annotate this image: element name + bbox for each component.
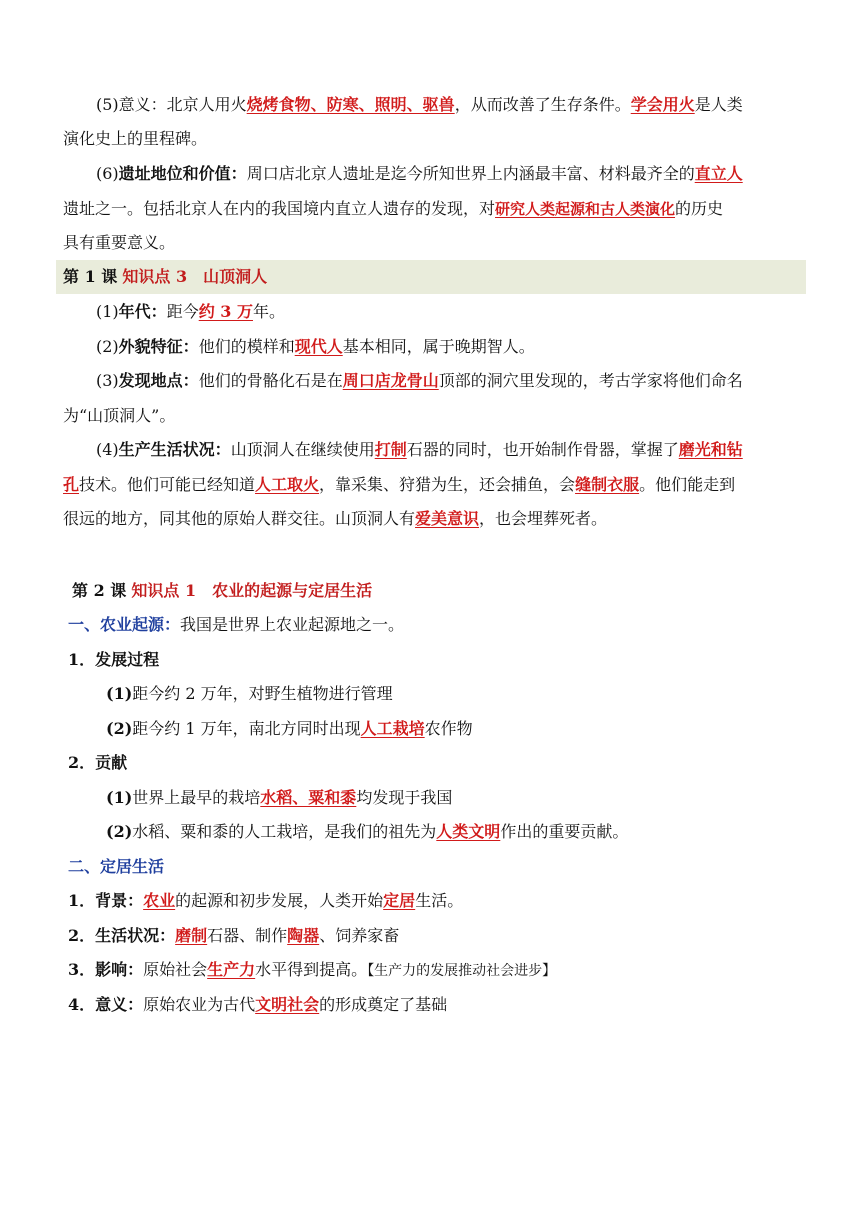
- text: 。他们能走到: [639, 475, 736, 494]
- item-number: (2): [96, 337, 119, 356]
- part-1-heading: [68, 614, 806, 636]
- item-label: 外貌特征：: [118, 337, 199, 356]
- section-item-3-line-1: [96, 370, 806, 392]
- item-number: (6): [96, 164, 119, 183]
- highlight: 定居: [383, 891, 416, 910]
- text: 的起源和初步发展，人类开始: [175, 891, 384, 910]
- highlight: 磨制: [175, 926, 208, 945]
- text: 我国是世界上农业起源地之一。: [180, 615, 405, 634]
- item-label: 4．意义：: [68, 995, 144, 1014]
- section-item-4-line-3: [63, 508, 806, 530]
- highlight: 水稻、粟和黍: [260, 788, 357, 807]
- highlight: 现代人: [294, 337, 343, 356]
- item-label: 3．影响：: [68, 960, 144, 979]
- text: 基本相同，属于晚期智人。: [342, 337, 535, 356]
- text: 周口店北京人遗址是迄今所知世界上内涵最丰富、材料最齐全的: [246, 164, 695, 183]
- highlight: 陶器: [287, 926, 320, 945]
- section-item-1: [96, 301, 806, 323]
- paragraph-5-line-2: [63, 128, 806, 150]
- text: 年。: [252, 302, 285, 321]
- text: 石器、制作: [207, 926, 288, 945]
- text: 为“山顶洞人”。: [63, 406, 176, 425]
- text: (5)意义：北京人用火: [96, 95, 247, 114]
- lesson-number: 第 2 课: [72, 581, 127, 600]
- text: 作出的重要贡献。: [500, 822, 629, 841]
- lesson-1-heading: [63, 266, 806, 288]
- text: 均发现于我国: [356, 788, 453, 807]
- highlight: 孔: [63, 475, 80, 494]
- settle-life-status: [68, 925, 806, 947]
- highlight: 约 3 万: [198, 302, 253, 321]
- contribution-heading: [68, 752, 806, 774]
- item-label: 生产生活状况：: [118, 440, 231, 459]
- subheading: 2．贡献: [68, 753, 128, 772]
- paragraph-6-line-1: [96, 163, 806, 185]
- text: 生活。: [415, 891, 464, 910]
- text: 距今约 2 万年，对野生植物进行管理: [132, 684, 393, 703]
- text: 的形成奠定了基础: [319, 995, 448, 1014]
- text: 水平得到提高。: [255, 960, 368, 979]
- item-number: (1): [96, 302, 119, 321]
- item-label: 遗址地位和价值：: [118, 164, 247, 183]
- lesson-number: 第 1 课: [63, 267, 118, 286]
- text: 农作物: [424, 719, 473, 738]
- highlight: 文明社会: [255, 995, 320, 1014]
- highlight: 人工取火: [255, 475, 320, 494]
- lesson-title: 知识点 1 农业的起源与定居生活: [131, 581, 373, 600]
- settle-impact: [68, 959, 806, 981]
- paragraph-6-line-3: [63, 232, 806, 254]
- text: 距今约 1 万年，南北方同时出现: [132, 719, 361, 738]
- item-label: 发现地点：: [118, 371, 199, 390]
- section-item-2: [96, 336, 806, 358]
- text: ，靠采集、狩猎为生，还会捕鱼，会: [319, 475, 576, 494]
- text: 距今: [166, 302, 199, 321]
- highlight: 周口店龙骨山: [342, 371, 439, 390]
- text: 他们的模样和: [198, 337, 295, 356]
- highlight: 研究人类起源和古人类演化: [495, 200, 676, 218]
- text: 遗址之一。包括北京人在内的我国境内直立人遗存的发现，对: [63, 199, 496, 218]
- paragraph-5-line-1: [96, 94, 806, 116]
- highlight: 烧烤食物、防寒、照明、驱兽: [246, 95, 455, 114]
- text: 原始社会: [143, 960, 208, 979]
- text: 的历史: [675, 199, 724, 218]
- contribution-item-2: [106, 821, 806, 843]
- text: 顶部的洞穴里发现的，考古学家将他们命名: [438, 371, 743, 390]
- text: ，也会埋葬死者。: [479, 509, 608, 528]
- subheading: 1．发展过程: [68, 650, 160, 669]
- highlight: 磨光和钻: [678, 440, 743, 459]
- text: 他们的骨骼化石是在: [198, 371, 343, 390]
- part-label: 一、农业起源：: [68, 615, 181, 634]
- highlight: 学会用火: [630, 95, 695, 114]
- section-item-4-line-1: [96, 439, 806, 461]
- text: ，从而改善了生存条件。: [454, 95, 631, 114]
- lesson-title: 知识点 3 山顶洞人: [122, 267, 268, 286]
- text: 原始农业为古代: [143, 995, 256, 1014]
- text: 演化史上的里程碑。: [63, 129, 208, 148]
- highlight: 缝制衣服: [575, 475, 640, 494]
- paragraph-6-line-2: [63, 198, 806, 220]
- text: 世界上最早的栽培: [132, 788, 261, 807]
- development-item-1: [106, 683, 806, 705]
- text: 水稻、粟和黍的人工栽培，是我们的祖先为: [132, 822, 437, 841]
- highlight: 打制: [374, 440, 407, 459]
- item-number: (2): [106, 719, 133, 738]
- item-number: (1): [106, 684, 133, 703]
- settle-background: [68, 890, 806, 912]
- highlight: 人工栽培: [360, 719, 425, 738]
- contribution-item-1: [106, 787, 806, 809]
- text: 是人类: [694, 95, 743, 114]
- item-number: (3): [96, 371, 119, 390]
- item-label: 1．背景：: [68, 891, 144, 910]
- settle-significance: [68, 994, 806, 1016]
- part-label: 二、定居生活: [68, 857, 165, 876]
- part-2-heading: [68, 856, 806, 878]
- highlight: 爱美意识: [415, 509, 480, 528]
- item-number: (1): [106, 788, 133, 807]
- text: 山顶洞人在继续使用: [230, 440, 375, 459]
- text: 技术。他们可能已经知道: [79, 475, 256, 494]
- section-item-4-line-2: [63, 474, 806, 496]
- text: 具有重要意义。: [63, 233, 176, 252]
- text: 很远的地方，同其他的原始人群交往。山顶洞人有: [63, 509, 416, 528]
- text: 石器的同时，也开始制作骨器，掌握了: [406, 440, 679, 459]
- item-label: 年代：: [118, 302, 167, 321]
- highlight: 人类文明: [436, 822, 501, 841]
- text: 、饲养家畜: [319, 926, 400, 945]
- item-number: (4): [96, 440, 119, 459]
- development-heading: [68, 649, 806, 671]
- highlight: 直立人: [694, 164, 743, 183]
- development-item-2: [106, 718, 806, 740]
- note: 【生产力的发展推动社会进步】: [367, 963, 557, 979]
- lesson-2-heading: [72, 580, 806, 602]
- item-label: 2．生活状况：: [68, 926, 176, 945]
- highlight: 生产力: [207, 960, 256, 979]
- highlight: 农业: [143, 891, 176, 910]
- section-item-3-line-2: [63, 405, 806, 427]
- item-number: (2): [106, 822, 133, 841]
